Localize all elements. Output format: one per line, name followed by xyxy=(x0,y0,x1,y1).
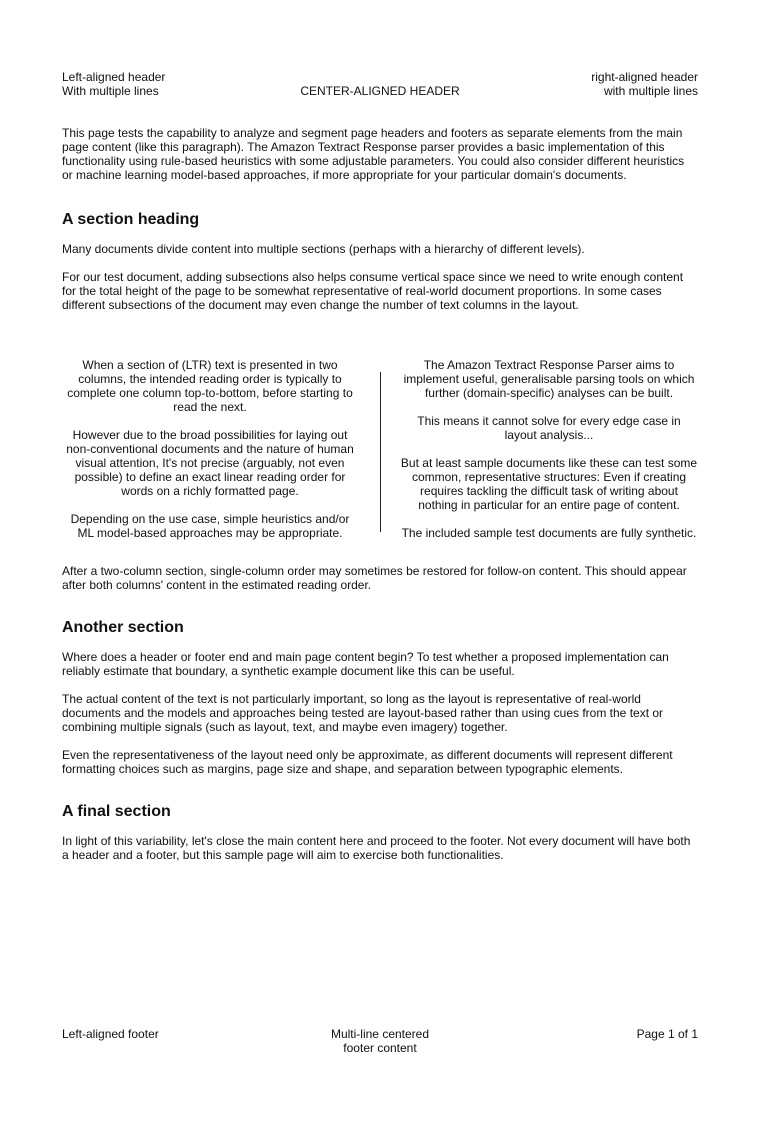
document-page xyxy=(62,0,698,1121)
page-footer xyxy=(62,1027,698,1055)
column-paragraph: Depending on the use case, simple heuristics and/or ML model-based approaches may be appropriate. xyxy=(70,512,350,540)
header-right-line: with multiple lines xyxy=(603,84,698,98)
left-column xyxy=(62,358,358,554)
footer-center xyxy=(62,1027,698,1055)
paragraph: Where does a header or footer end and main page content begin? To test whether a proposed implementation can reliably estimate that boundary, a synthetic example document like this can be useful. xyxy=(62,650,669,678)
page-number: Page 1 of 1 xyxy=(636,1027,698,1041)
intro-paragraph: This page tests the capability to analyze and segment page headers and footers as separate elements from the main page content (like this paragraph). The Amazon Textract Response parser provides a basic implementation of this functionality using rule-based heuristics with some adjustable parameters. You could also consider different heuristics or machine learning model-based approaches, if more appropriate for your particular domain's documents. xyxy=(62,126,685,182)
two-column-section xyxy=(62,338,698,550)
footer-center-line: Multi-line centered xyxy=(330,1027,430,1041)
main-content xyxy=(62,126,698,876)
footer-left: Left-aligned footer xyxy=(62,1027,159,1041)
header-left-line: Left-aligned header xyxy=(62,70,166,84)
paragraph: Even the representativeness of the layout need only be approximate, as different documents will represent different formatting choices such as margins, page size and shape, and separation between typographic elements. xyxy=(62,748,673,776)
page-header xyxy=(62,70,698,98)
paragraph: For our test document, adding subsections also helps consume vertical space since we need to write enough content for the total height of the page to be somewhat representative of real-world document proportions. In some cases different subsections of the document may even change the number of text columns in the layout. xyxy=(62,270,684,312)
section-heading: Another section xyxy=(62,619,184,636)
paragraph: After a two-column section, single-column order may sometimes be restored for follow-on content. This should appear after both columns' content in the estimated reading order. xyxy=(62,564,687,592)
column-divider xyxy=(380,372,381,532)
column-paragraph: This means it cannot solve for every edge case in layout analysis... xyxy=(417,414,681,442)
right-column xyxy=(400,358,698,554)
header-right xyxy=(591,70,698,98)
section-heading: A final section xyxy=(62,803,171,820)
paragraph: Many documents divide content into multiple sections (perhaps with a hierarchy of different levels). xyxy=(62,242,585,256)
header-left-line: With multiple lines xyxy=(62,84,159,98)
column-paragraph: When a section of (LTR) text is presented in two columns, the intended reading order is typically to complete one column top-to-bottom, before starting to read the next. xyxy=(67,358,353,414)
section-heading: A section heading xyxy=(62,211,200,228)
paragraph: The actual content of the text is not particularly important, so long as the layout is representative of real-world documents and the models and approaches being tested are layout-based rather than using cues from the text or combining multiple signals (such as layout, text, and maybe even imagery) together. xyxy=(62,692,664,734)
column-paragraph: The included sample test documents are fully synthetic. xyxy=(401,526,697,540)
column-paragraph: However due to the broad possibilities for laying out non-conventional documents and the nature of human visual attention, It's not precise (arguably, not even possible) to define an exact linear reading order for words on a richly formatted page. xyxy=(66,428,354,498)
header-right-line: right-aligned header xyxy=(591,70,698,84)
column-paragraph: But at least sample documents like these can test some common, representative structures: Even if creating requires tackling the difficult task of writing about nothing in particular for an entire page of content. xyxy=(400,456,698,512)
header-center: CENTER-ALIGNED HEADER xyxy=(300,84,460,98)
paragraph: In light of this variability, let's close the main content here and proceed to the footer. Not every document will have both a header and a footer, but this sample page will aim to exercise both functionalities. xyxy=(62,834,691,862)
footer-center-line: footer content xyxy=(343,1041,417,1055)
column-paragraph: The Amazon Textract Response Parser aims to implement useful, generalisable parsing tools on which further (domain-specific) analyses can be built. xyxy=(403,358,695,400)
